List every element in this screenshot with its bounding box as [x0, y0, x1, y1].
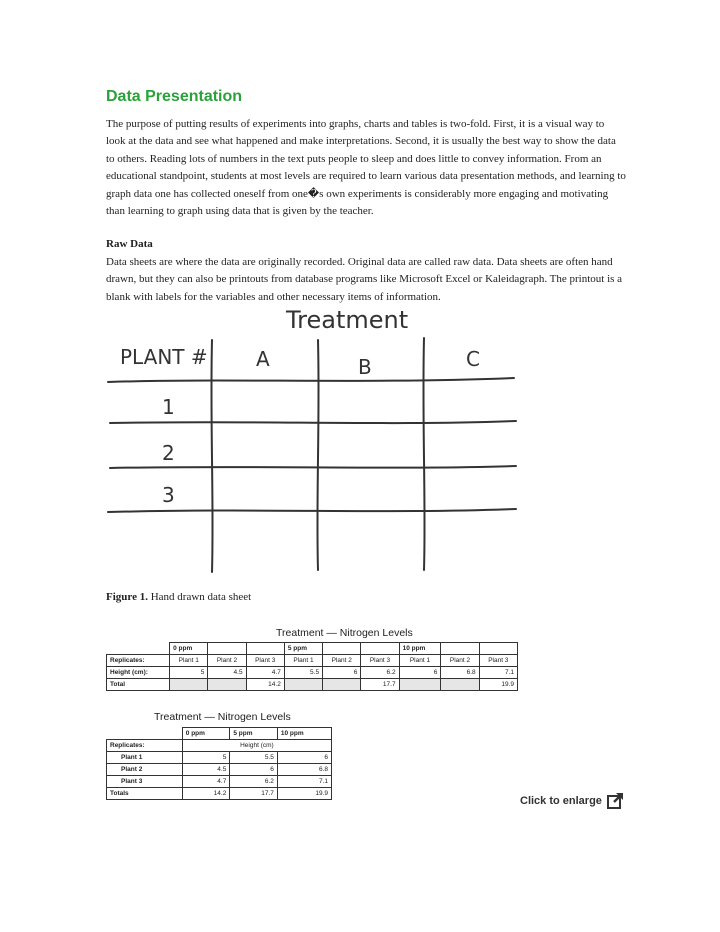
table-cell: 19.9 [479, 679, 517, 691]
table2-header-2: 10 ppm [277, 728, 331, 740]
sketch-row-2: 2 [162, 441, 175, 465]
table1 [106, 642, 518, 691]
sketch-col-a: A [256, 347, 270, 371]
raw-data-heading: Raw Data [106, 238, 153, 250]
table-cell: Plant 3 [479, 655, 517, 667]
sketch-col-b: B [358, 355, 372, 379]
table-cell: 17.7 [230, 788, 278, 800]
table-row [107, 752, 332, 764]
table-cell: 6 [277, 752, 331, 764]
table-row [107, 643, 518, 655]
table-cell: 5 [170, 667, 208, 679]
table2-row-label: Plant 3 [107, 776, 183, 788]
table1-group-2: 10 ppm [399, 643, 441, 655]
table2-height-label: Height (cm) [182, 740, 331, 752]
table-cell: 6.8 [441, 667, 479, 679]
table-cell: 5 [182, 752, 230, 764]
table2-replicates-label: Replicates: [107, 740, 183, 752]
sketch-col-c: C [466, 347, 480, 371]
raw-data-paragraph: Data sheets are where the data are originally recorded. Original data are called raw data. Data sheets are often hand drawn, but they can also be printouts from database programs like Microsoft Excel or Kaleidagraph. The printout is a blank with labels for the variables and other necessary items of information. [106, 256, 623, 303]
table-cell: Plant 1 [170, 655, 208, 667]
page-title: Data Presentation [106, 88, 243, 105]
table-cell: 4.5 [208, 667, 246, 679]
intro-paragraph: The purpose of putting results of experiments into graphs, charts and tables is two-fold. First, it is a visual way to look at the data and see what happened and make interpretations. Second, it is usually the best way to show the data to others. Reading lots of numbers in the text puts people to sleep and does little to convey information. From an educational standpoint, students at most levels are required to learn various data presentation methods, and learning to graph data one has collected oneself from one�s own experiments is considerably more engaging and motivating than learning to graph using data that is given by the teacher. [106, 118, 626, 218]
table-cell: 14.2 [182, 788, 230, 800]
click-to-enlarge-label: Click to enlarge [520, 795, 602, 807]
sketch-row-3: 3 [162, 483, 175, 507]
table-cell: 7.1 [479, 667, 517, 679]
table-row [107, 655, 518, 667]
table-cell: Plant 2 [441, 655, 479, 667]
table-cell: 5.5 [284, 667, 322, 679]
table-cell: 6 [230, 764, 278, 776]
sketch-title: Treatment [286, 306, 409, 334]
table1-row-label: Total [107, 679, 170, 691]
table-cell: 7.1 [277, 776, 331, 788]
table-cell: 4.5 [182, 764, 230, 776]
table2-header-0: 0 ppm [182, 728, 230, 740]
figure-caption [106, 591, 251, 603]
table-cell: 14.2 [246, 679, 284, 691]
figure-caption-text: Hand drawn data sheet [150, 591, 252, 603]
table1-group-1: 5 ppm [284, 643, 322, 655]
sketch-row-1: 1 [162, 395, 175, 419]
table-row [107, 764, 332, 776]
table-row [107, 740, 332, 752]
table-cell: Plant 1 [284, 655, 322, 667]
click-to-enlarge-link[interactable] [520, 792, 624, 810]
table-cell: 6 [323, 667, 361, 679]
table-cell: 6.8 [277, 764, 331, 776]
table-cell: 17.7 [361, 679, 399, 691]
table-cell: Plant 2 [208, 655, 246, 667]
table-cell: 6 [399, 667, 441, 679]
table2 [106, 727, 332, 800]
table-cell: 4.7 [246, 667, 284, 679]
table-cell: Plant 3 [361, 655, 399, 667]
table-cell: 19.9 [277, 788, 331, 800]
table1-row-label: Replicates: [107, 655, 170, 667]
sketch-plant-label: PLANT # [120, 345, 208, 369]
table-cell: 5.5 [230, 752, 278, 764]
table2-totals-label: Totals [107, 788, 183, 800]
table1-row-label: Height (cm): [107, 667, 170, 679]
figure-label: Figure 1. [106, 591, 148, 603]
table-cell: Plant 3 [246, 655, 284, 667]
table-row [107, 776, 332, 788]
table-row [107, 728, 332, 740]
table-row [107, 788, 332, 800]
table2-title: Treatment — Nitrogen Levels [154, 711, 291, 723]
hand-drawn-data-sheet [106, 300, 526, 580]
external-link-icon [606, 792, 624, 810]
table2-row-label: Plant 1 [107, 752, 183, 764]
table-cell: 4.7 [182, 776, 230, 788]
table1-group-0: 0 ppm [170, 643, 208, 655]
table-cell: 6.2 [361, 667, 399, 679]
table2-row-label: Plant 2 [107, 764, 183, 776]
table-cell: 6.2 [230, 776, 278, 788]
table2-header-1: 5 ppm [230, 728, 278, 740]
table1-title: Treatment — Nitrogen Levels [276, 627, 413, 639]
table-cell: Plant 2 [323, 655, 361, 667]
table-cell: Plant 1 [399, 655, 441, 667]
table-row [107, 667, 518, 679]
table-row [107, 679, 518, 691]
